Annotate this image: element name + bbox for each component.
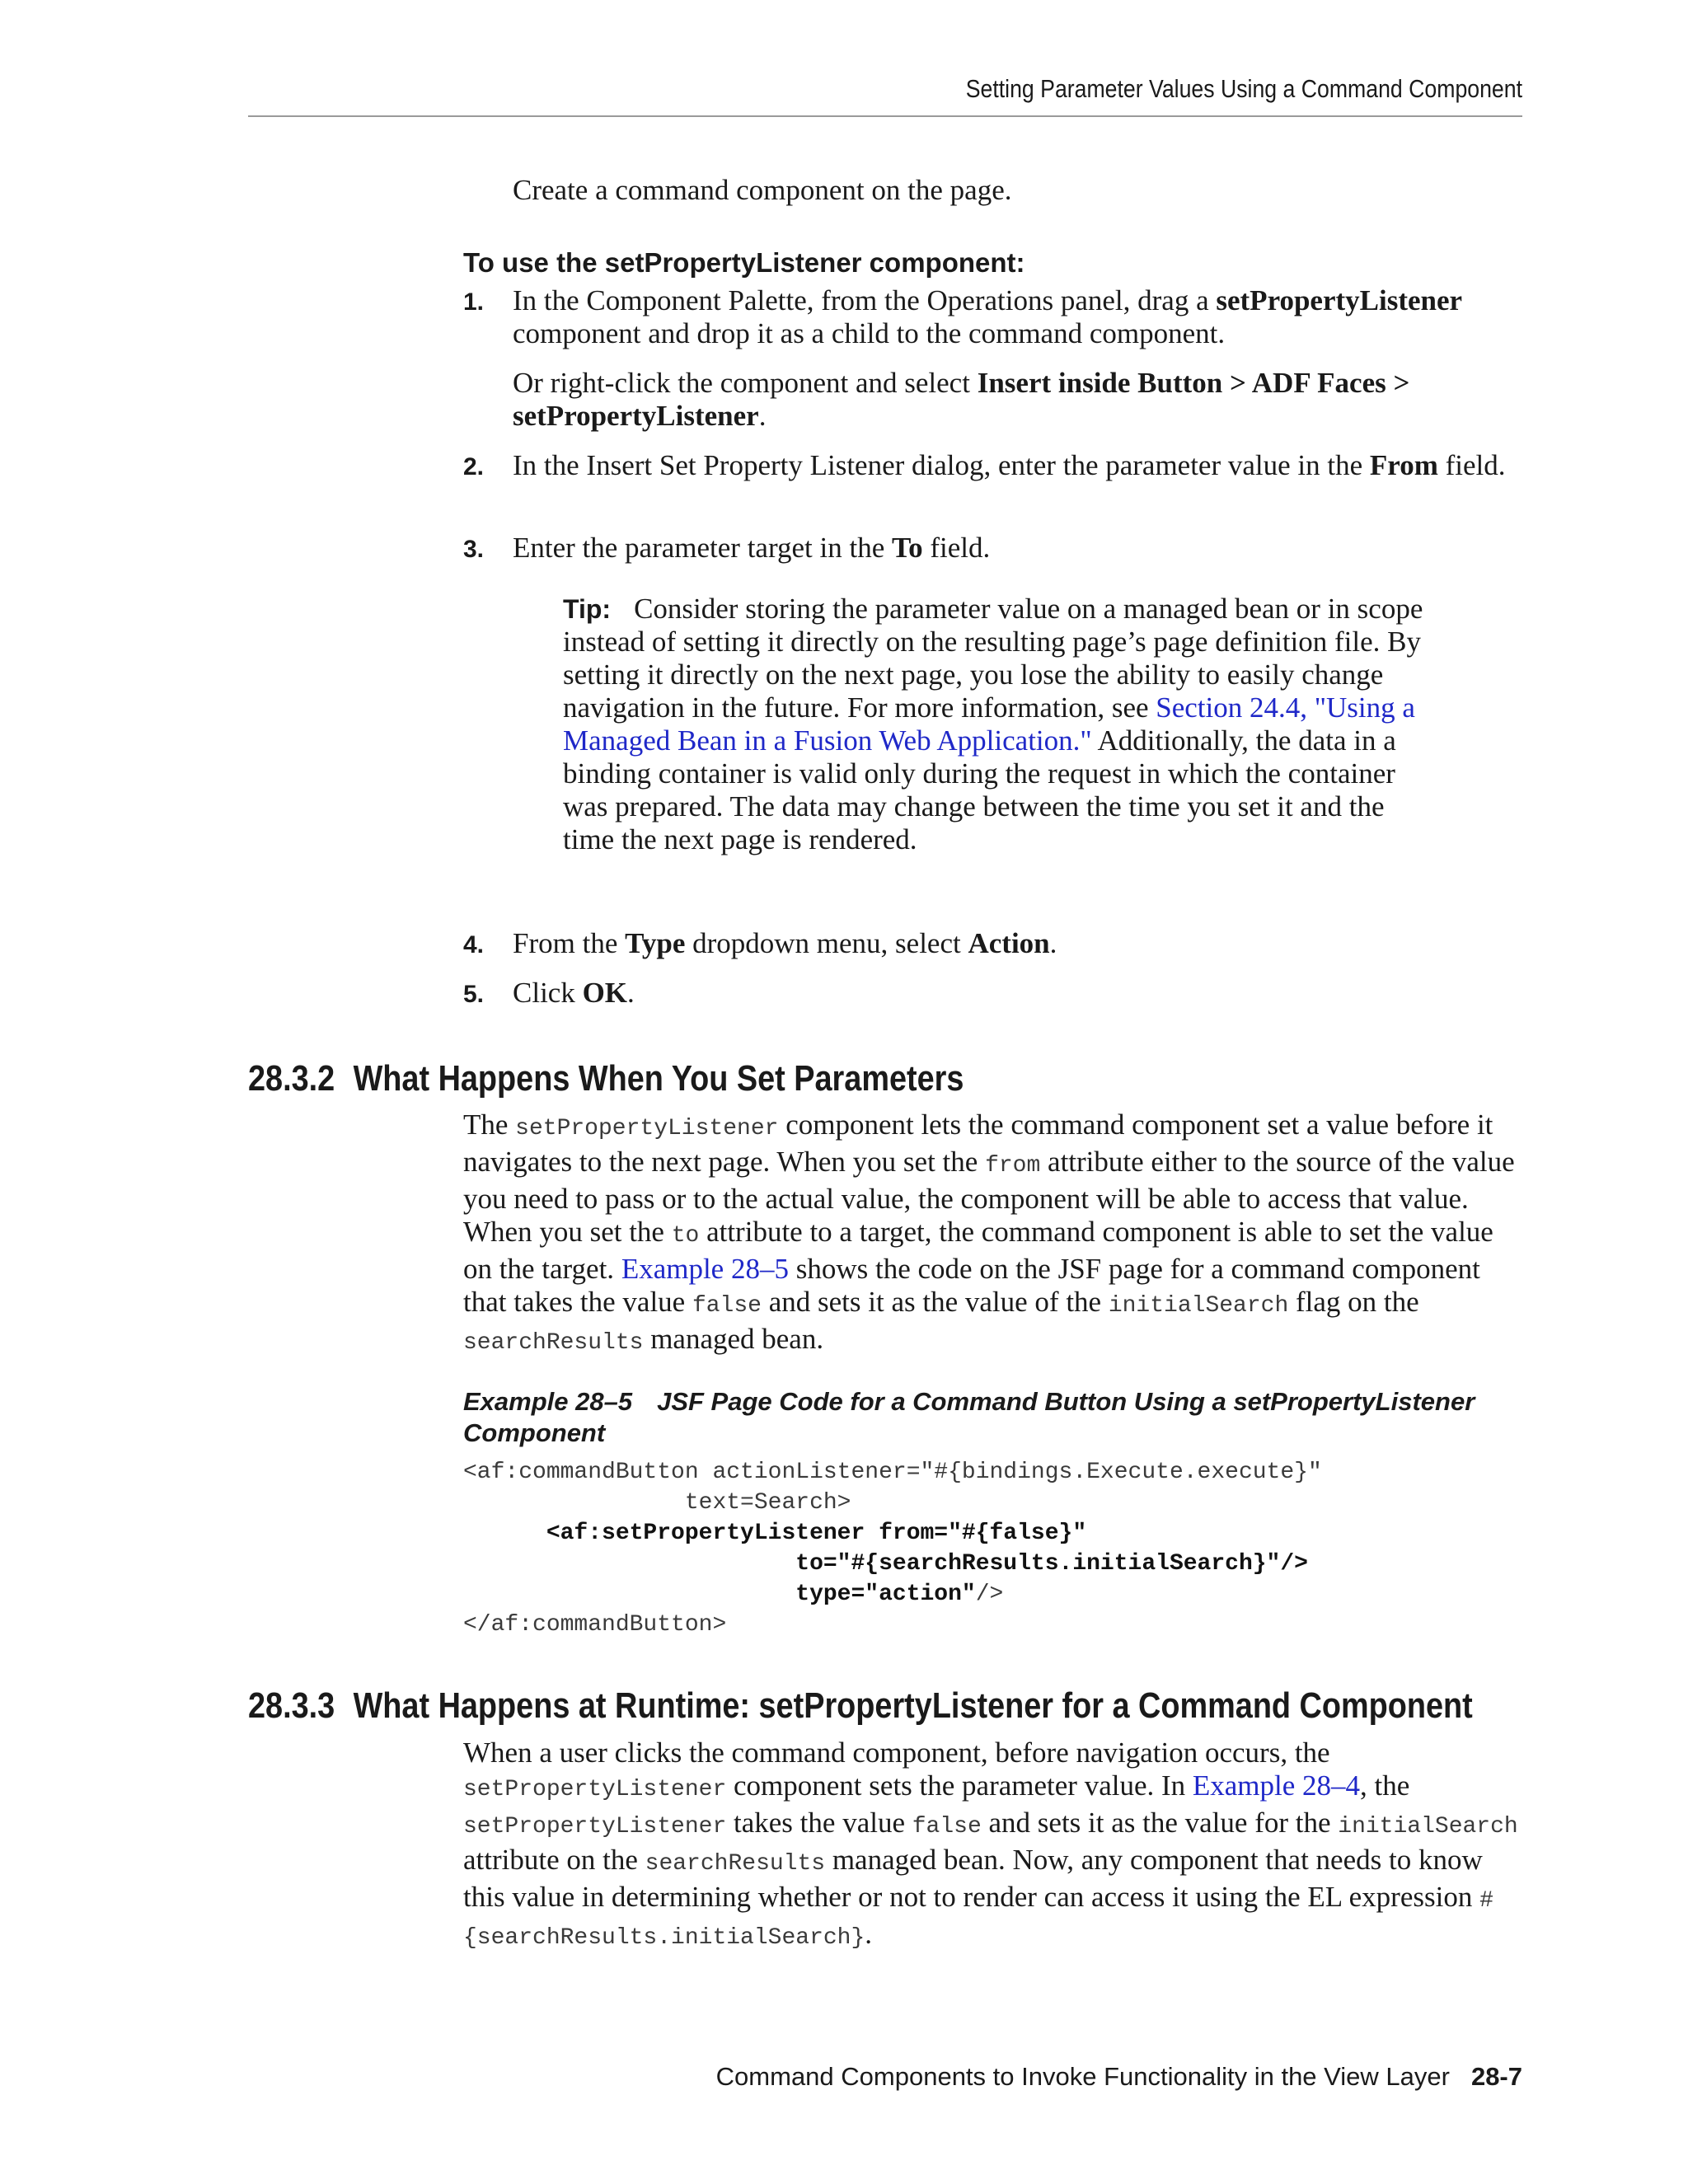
step-4-text: From the Type dropdown menu, select Action. — [513, 927, 1057, 959]
code-line: /> — [975, 1582, 1004, 1607]
section-28-3-2-paragraph: The setPropertyListener component lets the command component set a value before it navigates to the next page. When you set the from attribute either to the source of the value you need to pass or to the actual value, the component will be able to access that value. When you set the to attribute to a target, the command component is able to set the value on the target. Example 28–5 shows the code on the JSF page for a command component that takes the value false and sets it as the value of the initialSearch flag on the searchResults managed bean. — [463, 1108, 1515, 1356]
step-number: 4. — [463, 931, 485, 958]
code-line: type="action" — [463, 1582, 976, 1607]
code-line: text=Search> — [463, 1490, 851, 1516]
footer-title: Command Components to Invoke Functionality in the View Layer — [715, 2062, 1450, 2091]
header-rule — [248, 115, 1522, 117]
section-heading-28-3-3: 28.3.3 What Happens at Runtime: setPropertyListener for a Command Component — [248, 1685, 1473, 1726]
example-28-4-link[interactable]: Example 28–4 — [1192, 1769, 1361, 1802]
step-1-text: In the Component Palette, from the Operations panel, drag a setPropertyListener component and drop it as a child to the command component. — [513, 284, 1463, 349]
intro-line: Create a command component on the page. — [513, 174, 1012, 206]
step-number: 2. — [463, 453, 485, 480]
step-3-text: Enter the parameter target in the To field. — [513, 532, 991, 564]
section-24-4-link[interactable]: Section 24.4, "Using a Managed Bean in a Fusion Web Application." — [563, 691, 1415, 757]
tip-label: Tip: — [563, 594, 612, 624]
section-28-3-3-paragraph: When a user clicks the command component, before navigation occurs, the setPropertyListener component sets the parameter value. In Example 28–4, the setPropertyListener takes the value false and sets it as the value for the initialSearch attribute on the searchResults managed bean. Now, any component that needs to know this value in determining whether or not to render can access it using the EL expression #{searchResults.initialSearch}. — [463, 1736, 1518, 1951]
running-head: Setting Parameter Values Using a Command Component — [965, 74, 1522, 103]
section-heading-28-3-2: 28.3.2 What Happens When You Set Parameters — [248, 1058, 964, 1099]
example-28-5-link[interactable]: Example 28–5 — [621, 1253, 789, 1285]
example-caption: Example 28–5 JSF Page Code for a Command Button Using a setPropertyListener Component — [463, 1387, 1475, 1447]
code-line: </af:commandButton> — [463, 1612, 727, 1638]
step-1-alternative: Or right-click the component and select Insert inside Button > ADF Faces > setPropertyListener. — [513, 367, 1410, 432]
code-example — [463, 1457, 1535, 1640]
step-2-text: In the Insert Set Property Listener dialog, enter the parameter value in the From field. — [513, 449, 1506, 481]
code-line: <af:setPropertyListener from="#{false}" — [463, 1521, 1087, 1546]
code-line: <af:commandButton actionListener="#{bindings.Execute.execute}" — [463, 1460, 1322, 1485]
page-footer — [577, 2062, 1522, 2092]
step-5-text: Click OK. — [513, 977, 635, 1009]
code-line: to="#{searchResults.initialSearch}"/> — [463, 1551, 1308, 1577]
step-number: 3. — [463, 536, 485, 563]
step-number: 1. — [463, 288, 485, 316]
tip-note: Tip: Consider storing the parameter value on a managed bean or in scope instead of setting it directly on the resulting page’s page definition file. By setting it directly on the next page, you lose the ability to easily change navigation in the future. For more information, see Section 24.4, "Using a Managed Bean in a Fusion Web Application." Additionally, the data in a binding container is valid only during the request in which the container was prepared. The data may change between the time you set it and the time the next page is rendered. — [563, 593, 1423, 855]
step-number: 5. — [463, 981, 485, 1008]
page-number: 28-7 — [1470, 2062, 1522, 2091]
procedure-heading: To use the setPropertyListener component: — [463, 247, 1025, 278]
